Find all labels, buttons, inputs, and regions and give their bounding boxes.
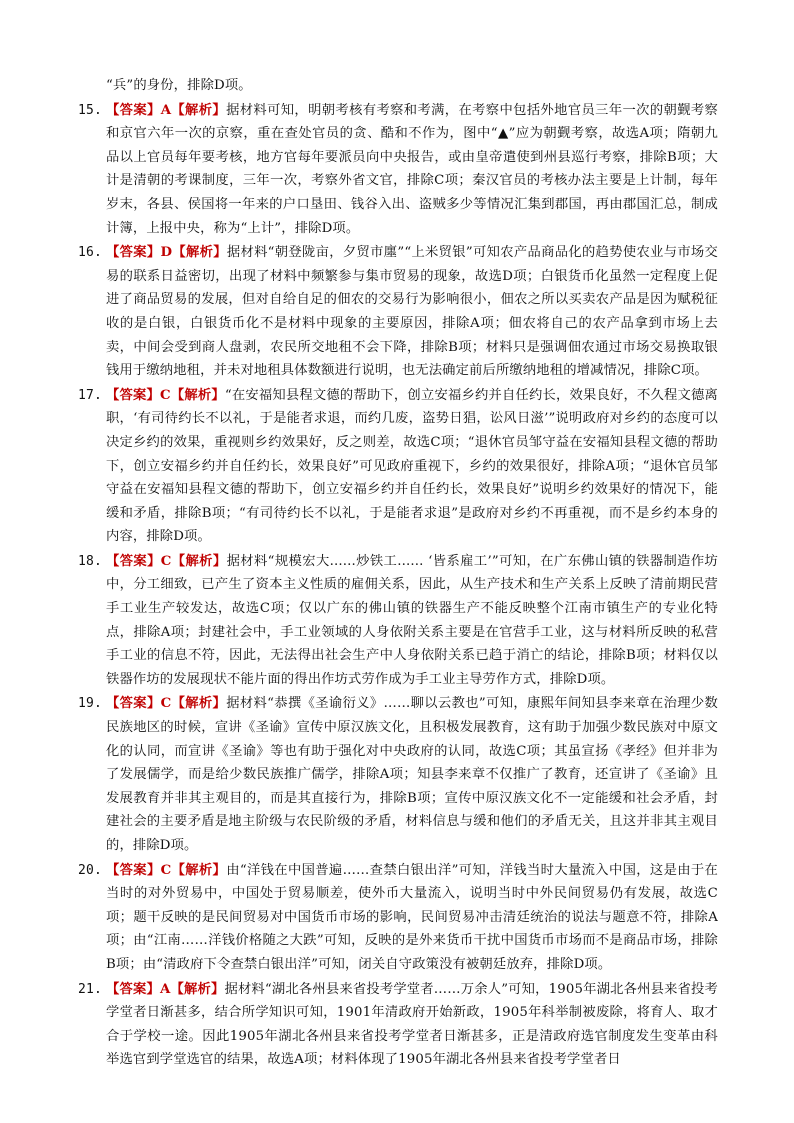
answer-letter: C bbox=[160, 696, 172, 712]
answer-item bbox=[78, 978, 718, 1072]
analysis-text: 据材料“湖北各州县来省投考学堂者……万余人”可知，1905年湖北各州县来省投考学堂者日渐甚多，结合所学知识可知，1901年清政府开始新政，1905年科举制被废除，将育人、取才合于学校一途。因此1905年湖北各州县来省投考学堂者日渐甚多，正是清政府选官制度发生变革由科举选官到学堂选官的结果，故选A项；材料体现了1905年湖北各州县来省投考学堂者日 bbox=[106, 981, 718, 1068]
analysis-text: 据材料“规模宏大......炒铁工...... ‘皆系雇工’”可知，在广东佛山镇的铁器制造作坊中，分工细致，已产生了资本主义性质的雇佣关系，因此，从生产技术和生产关系上反映了清前期民营手工业生产较发达，故选C项；仅以广东的佛山镇的铁器生产不能反映整个江南市镇生产的专业化特点，排除A项；封建社会中，手工业领域的人身依附关系主要是在官营手工业，这与材料所反映的私营手工业的信息不符，因此，无法得出社会生产中人身依附关系已趋于消亡的结论，排除B项；材料仅以铁器作坊的发展现状不能片面的得出作坊式劳作成为手工业主导劳作方式，排除D项。 bbox=[106, 553, 719, 687]
analysis-label: 【解析】 bbox=[172, 245, 227, 261]
analysis-label: 【解析】 bbox=[171, 102, 227, 118]
answer-label: 【答案】 bbox=[106, 862, 161, 878]
answer-letter: A bbox=[160, 102, 172, 118]
answer-item bbox=[78, 550, 718, 692]
answer-letter: D bbox=[160, 245, 173, 261]
answer-list bbox=[78, 99, 718, 1072]
analysis-text: 据材料可知，明朝考核有考察和考满，在考察中包括外地官员三年一次的朝觐考察和京官六年一次的京察，重在查处官员的贪、酷和不作为，图中“▲”应为朝觐考察，故选A项；隋朝九品以上官员每年要考核，地方官每年要派员向中央报告，或由皇帝遣使到州县巡行考察，排除B项；大计是清朝的考课制度，三年一次，考察外省文官，排除C项；秦汉官员的考核办法主要是上计制，每年岁末，各县、侯国将一年来的户口垦田、钱谷入出、盗贼多少等情况汇集到郡国，再由郡国汇总，制成计簿，上报中央，称为“上计”，排除D项。 bbox=[106, 102, 718, 236]
analysis-label: 【解析】 bbox=[170, 387, 225, 403]
question-number: 16. bbox=[78, 245, 102, 261]
question-number: 17. bbox=[78, 387, 102, 403]
answer-item bbox=[78, 692, 718, 857]
answer-label: 【答案】 bbox=[106, 102, 161, 118]
analysis-label: 【解析】 bbox=[171, 696, 227, 712]
answer-label: 【答案】 bbox=[106, 245, 161, 261]
question-number: 15. bbox=[78, 102, 102, 118]
answer-letter: C bbox=[160, 553, 172, 569]
question-number: 18. bbox=[78, 553, 102, 569]
question-number: 21. bbox=[78, 981, 102, 997]
question-number: 20. bbox=[78, 862, 102, 878]
analysis-label: 【解析】 bbox=[171, 553, 227, 569]
answer-item bbox=[78, 384, 718, 549]
answer-label: 【答案】 bbox=[106, 387, 161, 403]
answer-letter: C bbox=[160, 387, 171, 403]
answer-label: 【答案】 bbox=[106, 696, 161, 712]
answer-item bbox=[78, 859, 718, 977]
answer-label: 【答案】 bbox=[106, 553, 161, 569]
analysis-text: 由“洋钱在中国普遍……查禁白银出洋”可知，洋钱当时大量流入中国，这是由于在当时的对外贸易中，中国处于贸易顺差，使外币大量流入，说明当时中外民间贸易仍有发展，故选C项；题干反映的是民间贸易对中国货币市场的影响，民间贸易冲击清廷统治的说法与题意不符，排除A项；由“江南……洋钱价格随之大跌”可知，反映的是外来货币干扰中国货币市场而不是商品市场，排除B项；由“清政府下令查禁白银出洋”可知，闭关自守政策没有被朝廷放弃，排除D项。 bbox=[106, 862, 718, 972]
answer-item bbox=[78, 241, 718, 383]
analysis-text: 据材料“朝登陇亩，夕贸市廛”“上米贸银”可知农产品商品化的趋势使农业与市场交易的联系日益密切，出现了材料中频繁参与集市贸易的现象，故选D项；白银货币化虽然一定程度上促进了商品贸易的发展，但对自给自足的佃农的交易行为影响很小，佃农之所以买卖农产品是因为赋税征收的是白银，白银货币化不是材料中现象的主要原因，排除A项；佃农将自己的农产品拿到市场上去卖，中间会受到商人盘剥，农民所交地租不会下降，排除B项；材料只是强调佃农通过市场交易换取银钱用于缴纳地租，并未对地租具体数额进行说明，也无法确定前后所缴纳地租的增减情况，排除C项。 bbox=[106, 245, 718, 379]
analysis-label: 【解析】 bbox=[170, 981, 225, 997]
analysis-label: 【解析】 bbox=[171, 862, 227, 878]
continuation-line: “兵”的身份，排除D项。 bbox=[106, 78, 252, 93]
answer-content bbox=[78, 74, 718, 1072]
answer-letter: C bbox=[160, 862, 172, 878]
answer-item bbox=[78, 99, 718, 241]
question-number: 19. bbox=[78, 696, 102, 712]
analysis-text: 据材料“恭撰《圣谕衍义》……聊以云教也”可知，康熙年间知县李来章在治理少数民族地区的时候，宣讲《圣谕》宣传中原汉族文化，且积极发展教育，这有助于加强少数民族对中原文化的认同，而宣讲《圣谕》等也有助于强化对中央政府的认同，故选C项；其虽宣扬《孝经》但并非为了发展儒学，而是给少数民族推广儒学，排除A项；知县李来章不仅推广了教育，还宣讲了《圣谕》且发展教育并非其主观目的，而是其直接行为，排除B项；宣传中原汉族文化不一定能缓和社会矛盾，封建社会的主要矛盾是地主阶级与农民阶级的矛盾，材料信息与缓和他们的矛盾无关，且这并非其主观目的，排除D项。 bbox=[106, 696, 718, 853]
answer-letter: A bbox=[159, 981, 171, 997]
answer-label: 【答案】 bbox=[106, 981, 160, 997]
analysis-text: “在安福知县程文德的帮助下，创立安福乡约并自任约长，效果良好，不久程文德离职，‘有司待约长不以礼，于是能者求退，而约几废，盗势日猖，讼风日滋’”说明政府对乡约的态度可以决定乡约的效果，重视则乡约效果好，反之则差，故选C项；“退休官员邹守益在安福知县程文德的帮助下，创立安福乡约并自任约长，效果良好”可见政府重视下，乡约的效果很好，排除A项；“退休官员邹守益在安福知县程文德的帮助下，创立安福乡约并自任约长，效果良好”说明乡约效果好的情况下，能缓和矛盾，排除B项；“有司待约长不以礼，于是能者求退”是政府对乡约不再重视，而不是乡约本身的内容，排除D项。 bbox=[106, 387, 718, 545]
